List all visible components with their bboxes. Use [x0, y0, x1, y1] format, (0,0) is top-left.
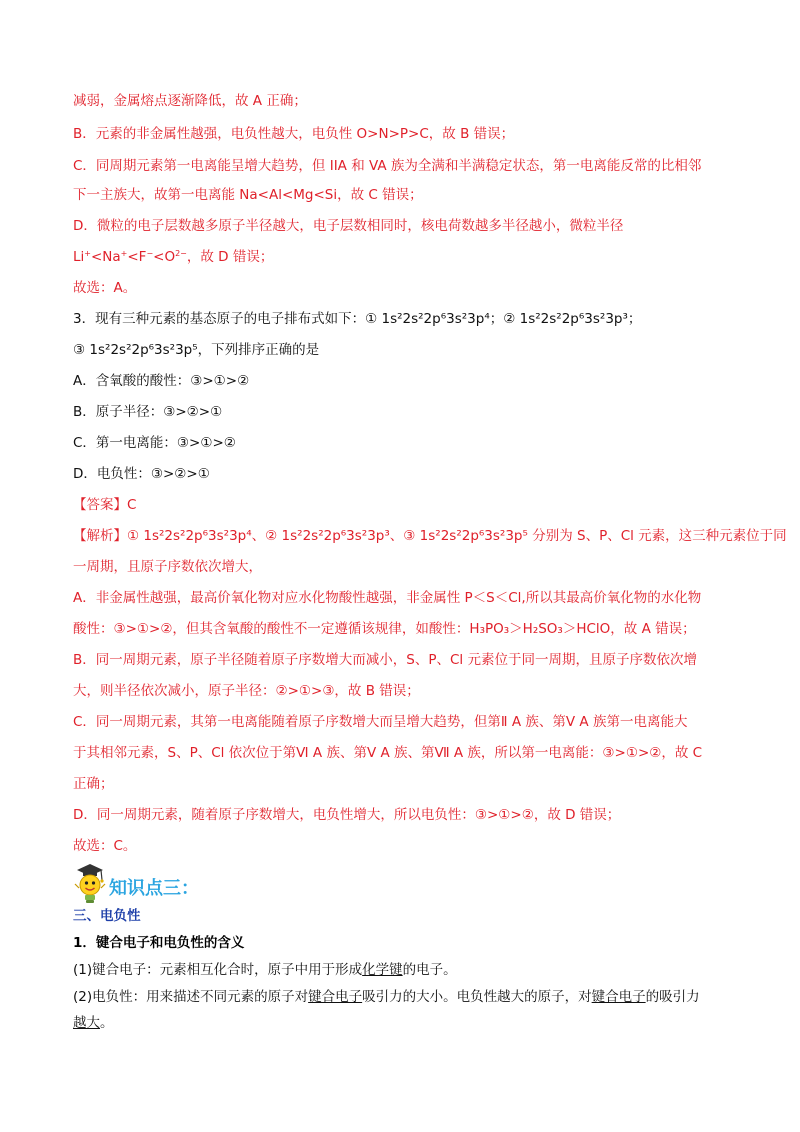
- analysis-intro-1: 【解析】① 1s²2s²2p⁶3s²3p⁴、② 1s²2s²2p⁶3s²3p³、③ 1s²2s²2p⁶3s²3p⁵ 分别为 S、P、Cl 元素，这三种元素位于同: [73, 528, 787, 544]
- analysis-a-2: 酸性：③>①>②，但其含氧酸的酸性不一定遵循该规律，如酸性：H₃PO₃＞H₂SO₃＞HClO，故 A 错误；: [73, 621, 696, 637]
- analysis-a-1: A．非金属性越强，最高价氧化物对应水化物酸性越强，非金属性 P＜S＜Cl,所以其最高价氧化物的水化物: [73, 590, 702, 606]
- analysis-line-d2: $Li^+<Na^+<F^-<O^{2-}$，故 D 错误；: [73, 249, 274, 265]
- analysis-line-a-cont: 减弱，金属熔点逐渐降低，故 A 正确；: [73, 93, 307, 109]
- analysis-c-1: C．同一周期元素，其第一电离能随着原子序数增大而呈增大趋势，但第Ⅱ A 族、第Ⅴ A 族第一电离能大: [73, 714, 688, 730]
- option-b: B．原子半径：③>②>①: [73, 404, 223, 420]
- question-3-conclusion: 故选：C。: [73, 838, 137, 854]
- term-chemical-bond: 化学键: [362, 962, 403, 978]
- term-bonding-electron: 键合电子: [308, 989, 363, 1005]
- term-greater: 越大: [73, 1015, 100, 1031]
- ion-na: <Na: [90, 249, 121, 265]
- option-a: A．含氧酸的酸性：③>①>②: [73, 373, 250, 389]
- analysis-intro-2: 一周期，且原子序数依次增大，: [73, 559, 262, 575]
- ion-f: <F: [127, 249, 147, 265]
- analysis-line-b: B．元素的非金属性越强，电负性越大，电负性 O>N>P>C，故 B 错误；: [73, 126, 515, 142]
- analysis-line-d1: D．微粒的电子层数越多原子半径越大，电子层数相同时，核电荷数越多半径越小，微粒半径: [73, 218, 624, 234]
- config-2: 1s²2s²2p⁶3s²3p³: [519, 311, 628, 327]
- config-1: 1s²2s²2p⁶3s²3p⁴: [381, 311, 490, 327]
- question-3-stem-line1: 3．现有三种元素的基态原子的电子排布式如下：① 1s²2s²2p⁶3s²3p⁴；② 1s²2s²2p⁶3s²3p³；: [73, 311, 642, 327]
- option-c: C．第一电离能：③>①>②: [73, 435, 236, 451]
- config-3: 1s²2s²2p⁶3s²3p⁵: [89, 342, 198, 358]
- scholar-bulb-icon: [73, 862, 107, 906]
- analysis-c-2: 于其相邻元素，S、P、Cl 依次位于第Ⅵ A 族、第Ⅴ A 族、第Ⅶ A 族，所以第一电离能：③>①>②，故 C: [73, 745, 703, 761]
- question-3-stem-line2: ③ 1s²2s²2p⁶3s²3p⁵，下列排序正确的是: [73, 342, 320, 358]
- analysis-b-2: 大，则半径依次减小，原子半径：②>①>③，故 B 错误；: [73, 683, 420, 699]
- analysis-b-1: B．同一周期元素，原子半径随着原子序数增大而减小，S、P、Cl 元素位于同一周期，且原子序数依次增: [73, 652, 697, 668]
- section-heading: 三、电负性: [73, 908, 141, 924]
- analysis-line-c2: 下一主族大，故第一电离能 Na<Al<Mg<Si，故 C 错误；: [73, 187, 423, 203]
- definition-electronegativity-cont: 越大。: [73, 1015, 114, 1031]
- prev-conclusion: 故选：A。: [73, 280, 137, 296]
- ion-li: Li: [73, 249, 85, 265]
- option-d: D．电负性：③>②>①: [73, 466, 210, 482]
- term-bonding-electron-2: 键合电子: [591, 989, 646, 1005]
- analysis-line-c1: C．同周期元素第一电离能呈增大趋势，但 IIA 和 VA 族为全满和半满稳定状态，第一电离能反常的比相邻: [73, 158, 702, 174]
- analysis-d-1: D．同一周期元素，随着原子序数增大，电负性增大，所以电负性：③>①>②，故 D 错误；: [73, 807, 621, 823]
- ion-o: <O: [153, 249, 176, 265]
- analysis-c-3: 正确；: [73, 776, 114, 792]
- definition-bonding-electron: (1)键合电子：元素相互化合时，原子中用于形成化学键的电子。: [73, 962, 457, 978]
- subsection-heading: 1．键合电子和电负性的含义: [73, 935, 245, 951]
- definition-electronegativity: (2)电负性：用来描述不同元素的原子对键合电子吸引力的大小。电负性越大的原子，对键合电子的吸引力: [73, 989, 700, 1005]
- answer-label: 【答案】C: [73, 497, 137, 513]
- knowledge-point-title: 知识点三：: [109, 878, 199, 899]
